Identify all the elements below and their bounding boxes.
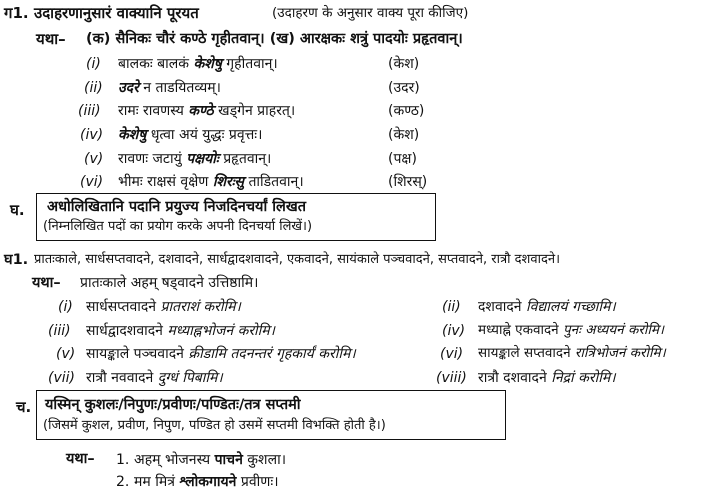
item-text-pre: रात्रौ दशवादने xyxy=(478,370,552,386)
item-number: (vii) xyxy=(48,370,75,386)
item-sentence xyxy=(118,81,221,95)
item-text-pre: सायङ्काले पञ्चवादने xyxy=(86,346,189,362)
item-text-pre: बालकः बालकं xyxy=(118,56,194,72)
item-number: (iv) xyxy=(80,127,104,143)
item-answer: पुनः अध्ययनं करोमि। xyxy=(562,322,665,338)
item-answer-word: पक्षयोः xyxy=(186,151,219,167)
item-hint: (केश) xyxy=(388,56,420,72)
item-answer-word: श्लोकगायने xyxy=(179,474,237,490)
item-sentence xyxy=(86,371,223,385)
box-title: यस्मिन् कुशलः/निपुणः/प्रवीणः/पण्डितः/तत्र सप्तमी xyxy=(45,397,301,413)
item-number: (iii) xyxy=(78,103,101,119)
example-text-g1: (क) सैनिकः चौरं कण्ठे गृहीतवान्। (ख) आरक्षकः शत्रुं पादयोः प्रहृतवान्। xyxy=(86,31,463,47)
item-answer-word: केशेषु xyxy=(118,127,147,143)
item-text-post: गृहीतवान्। xyxy=(221,56,278,72)
instruction-box-gha xyxy=(36,193,436,241)
instruction-box-cha xyxy=(36,390,506,440)
item-sentence xyxy=(478,300,616,314)
item-number: 1. xyxy=(116,452,130,468)
item-text-post: प्रवीणः। xyxy=(236,474,279,490)
item-number: (v) xyxy=(84,151,104,167)
item-sentence xyxy=(118,152,271,166)
example-label-cha: यथा– xyxy=(66,451,95,467)
section-number-cha: च. xyxy=(16,398,32,416)
item-text-pre: सार्धद्वादशवादने xyxy=(86,323,168,339)
item-hint: (उदर) xyxy=(388,80,420,96)
item-text-pre: सायङ्काले सप्तवादने xyxy=(478,345,575,361)
item-answer: विद्यालयं गच्छामि। xyxy=(526,299,616,315)
item-sentence xyxy=(478,324,664,338)
item-hint: (पक्ष) xyxy=(388,151,417,167)
item-text-post: कुशला। xyxy=(242,452,287,468)
item-sentence xyxy=(134,453,286,467)
item-sentence xyxy=(118,175,304,189)
item-sentence xyxy=(118,57,278,71)
section-number-gha: घ. xyxy=(10,201,25,219)
item-sentence xyxy=(478,371,616,385)
item-sentence xyxy=(86,300,241,314)
item-number: (ii) xyxy=(442,299,461,315)
section-heading-hindi-g1: (उदाहरण के अनुसार वाक्य पूरा कीजिए) xyxy=(272,5,469,21)
item-number: (i) xyxy=(86,56,101,72)
item-text-post: प्रहृतवान्। xyxy=(218,151,272,167)
item-sentence xyxy=(118,104,295,118)
item-text-pre: मम मित्रं xyxy=(134,474,180,490)
item-number: 2. xyxy=(116,474,130,490)
section-heading-g1: उदाहरणानुसारं वाक्यानि पूरयत xyxy=(34,4,199,22)
box-title: अधोलिखितानि पदानि प्रयुज्य निजदिनचर्यां लिखत xyxy=(47,199,306,215)
item-hint: (केश) xyxy=(388,127,420,143)
item-answer-word: उदरे xyxy=(118,80,139,96)
section-number-gha1: घ1. xyxy=(4,252,29,268)
item-sentence xyxy=(86,324,275,338)
item-text-pre: रामः रावणस्य xyxy=(118,103,189,119)
item-text-post: खड्गेन प्राहरत्। xyxy=(213,103,296,119)
item-answer: निद्रां करोमि। xyxy=(551,370,616,386)
item-answer: प्रातराशं करोमि। xyxy=(160,299,241,315)
item-answer-word: शिरःसु xyxy=(212,174,244,190)
item-sentence xyxy=(118,128,262,142)
item-number: (i) xyxy=(58,299,73,315)
item-answer-word: पाचने xyxy=(214,452,243,468)
item-hint: (कण्ठ) xyxy=(388,103,425,119)
item-number: (iii) xyxy=(48,323,71,339)
item-number: (ii) xyxy=(84,80,103,96)
item-text-pre: रावणः जटायुं xyxy=(118,151,187,167)
example-label-g1: यथा– xyxy=(36,30,66,48)
item-text-pre: सार्धसप्तवादने xyxy=(86,299,161,315)
item-number: (iv) xyxy=(442,323,466,339)
item-answer: रात्रिभोजनं करोमि। xyxy=(574,345,666,361)
item-hint: (शिरस्) xyxy=(388,174,428,190)
item-answer-word: केशेषु xyxy=(193,56,222,72)
item-text-pre: रात्रौ नववादने xyxy=(86,370,158,386)
item-number: (viii) xyxy=(436,370,467,386)
item-text-post: न ताडयितव्यम्। xyxy=(138,80,221,96)
box-subtitle: (जिसमें कुशल, प्रवीण, निपुण, पण्डित हो उसमें सप्तमी विभक्ति होती है।) xyxy=(43,418,386,433)
item-answer: दुग्धं पिबामि। xyxy=(157,370,223,386)
item-answer: मध्याह्नभोजनं करोमि। xyxy=(167,323,275,339)
example-text-gha1: प्रातःकाले अहम् षड्वादने उत्तिष्ठामि। xyxy=(80,275,259,291)
item-number: (vi) xyxy=(80,174,104,190)
item-number: (v) xyxy=(56,346,76,362)
item-text-pre: अहम् भोजनस्य xyxy=(134,452,215,468)
example-label-gha1: यथा– xyxy=(32,275,61,291)
item-sentence xyxy=(86,347,356,361)
item-number: (vi) xyxy=(440,346,464,362)
item-text-post: ताडितवान्। xyxy=(244,174,304,190)
item-text-post: धृत्वा अयं युद्धः प्रवृत्तः। xyxy=(146,127,263,143)
item-answer: क्रीडामि तदनन्तरं गृहकार्यं करोमि। xyxy=(188,346,356,362)
word-list: प्रातःकाले, सार्धसप्तवादने, दशवादने, सार्धद्वादशवादने, एकवादने, सायंकाले पञ्चवादने, सप्तवादने, रात्रौ दशवादने। xyxy=(34,252,561,267)
section-number-g1: ग1. xyxy=(4,4,29,22)
item-sentence xyxy=(478,347,666,361)
item-sentence xyxy=(134,475,279,489)
item-answer-word: कण्ठे xyxy=(188,103,214,119)
item-text-pre: भीमः राक्षसं वृक्षेण xyxy=(118,174,213,190)
item-text-pre: मध्याह्ने एकवादने xyxy=(478,322,563,338)
box-subtitle: (निम्नलिखित पदों का प्रयोग करके अपनी दिनचर्या लिखें।) xyxy=(43,219,313,234)
item-text-pre: दशवादने xyxy=(478,299,527,315)
